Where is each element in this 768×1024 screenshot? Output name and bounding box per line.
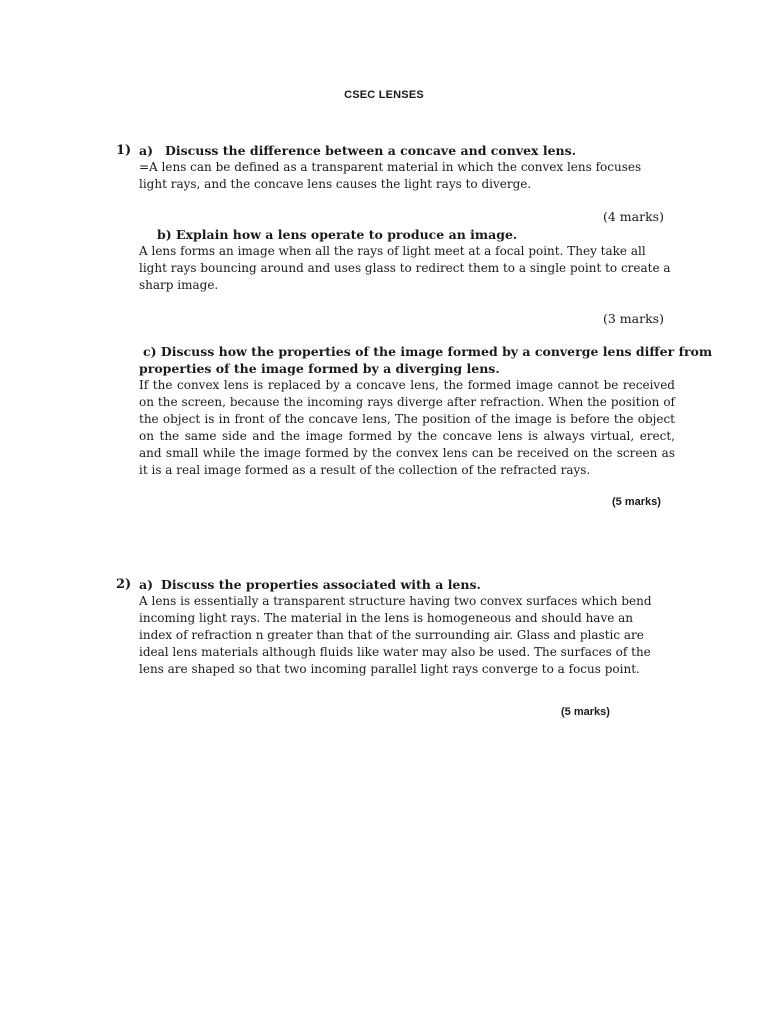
question-2-number: 2) <box>116 577 132 592</box>
answer-1b: A lens forms an image when all the rays of light meet at a focal point. They take all light rays bouncing around and uses glass to redirect them to a single point to create a sharp image. <box>139 244 671 292</box>
question-1a-label: a) <box>139 143 154 158</box>
answer-2a: A lens is essentially a transparent structure having two convex surfaces which bend incoming light rays. The material in the lens is homogeneous and should have an index of refraction n greater than that of the surrounding air. Glass and plastic are ideal lens materials although fluids like water may also be used. The surfaces of the lens are shaped so that two incoming parallel light rays converge to a focus point. <box>139 594 652 676</box>
marks-2a: (5 marks) <box>561 706 610 718</box>
question-1-number: 1) <box>116 143 132 158</box>
answer-1a: =A lens can be defined as a transparent material in which the convex lens focuses light rays, and the concave lens causes the light rays to diverge. <box>139 160 642 191</box>
page-title: CSEC LENSES <box>344 89 424 101</box>
question-2a-text: Discuss the properties associated with a lens. <box>161 577 481 592</box>
question-1c-line1: c) Discuss how the properties of the image formed by a converge lens differ from <box>143 344 713 359</box>
question-2a-label: a) <box>139 577 154 592</box>
question-1a-text: Discuss the difference between a concave and convex lens. <box>165 143 577 158</box>
question-1c-line2: properties of the image formed by a diverging lens. <box>139 361 500 376</box>
marks-1b: (3 marks) <box>603 311 664 326</box>
answer-1c: If the convex lens is replaced by a concave lens, the formed image cannot be received on the screen, because the incoming rays diverge after refraction. When the position of the object is in front of the concave lens, The position of the image is before the object on the same side and the image formed by the concave lens is always virtual, erect, and small while the image formed by the convex lens can be received on the screen as it is a real image formed as a result of the collection of the refracted rays. <box>139 378 675 477</box>
question-1b-text: b) Explain how a lens operate to produce an image. <box>157 227 518 242</box>
marks-1a: (4 marks) <box>603 209 664 224</box>
marks-1c: (5 marks) <box>612 496 661 508</box>
